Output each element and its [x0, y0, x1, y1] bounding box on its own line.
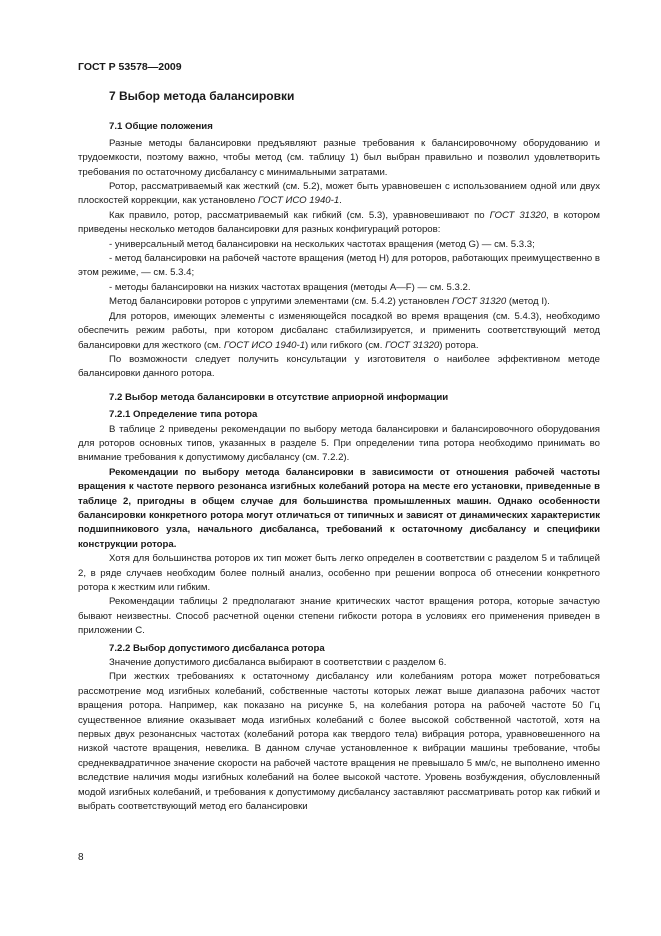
list-item: - методы балансировки на низких частотах вращения (методы А—F) — см. 5.3.2.	[109, 281, 471, 293]
paragraph	[78, 295, 600, 309]
paragraph: Значение допустимого дисбаланса выбирают в соответствии с разделом 6.	[109, 657, 447, 669]
paragraph: При жестких требованиях к остаточному дисбалансу или колебаниям ротора может потребоваться рассмотрение мод изгибных колебаний, собственные частоты которых лежат выше диапазона рабочих частот вращения ротора. Например, как показано на рисунке 5, на колебания ротора на рабочей частоте 50 Гц существенное влияние оказывает мода изгибных колебаний с более высокой собственной частотой, хотя на первых двух резонансных частотах (колебаний ротора как твердого тела) вибрация ротора, уравновешенного на низкой частоте вращения, невелика. В данном случае установленное к вибрации машины требование, чтобы среднеквадратичное значение скорости на рабочей частоте вращения не превышало 5 мм/с, не выполнено именно вследствие наличия моды изгибных колебаний на более высокой частоте. Уровень возбуждения, обусловленный модой изгибных колебаний, и требования к допустимому дисбалансу заставляют рассматривать ротор как гибкий и выбрать соответствующий метод его балансировки	[78, 671, 600, 813]
list-item: - метод балансировки на рабочей частоте вращения (метод H) для роторов, работающих преимущественно в этом режиме, — см. 5.3.4;	[78, 253, 600, 279]
section-7-2-2-title	[109, 642, 600, 656]
standard-header: ГОСТ Р 53578—2009	[78, 61, 182, 73]
standard-ref: ГОСТ 31320	[489, 209, 547, 221]
text: Ротор, рассматриваемый как жесткий (см. 5.2), может быть уравновешен с использованием одной или двух плоскостей коррекции, как установлено	[78, 181, 600, 207]
text: (метод I).	[506, 296, 550, 308]
paragraph	[78, 209, 600, 238]
paragraph-bold: Рекомендации по выбору метода балансировки в зависимости от отношения рабочей частоты вращения к частоте первого резонанса изгибных колебаний ротора на месте его установки, приведенные в таблице 2, пригодны в общем случае для большинства промышленных машин. Однако особенности балансировки конкретного ротора могут отличаться от типичных и зависят от динамических характеристик подшипникового узла, начального дисбаланса, требований к остаточному дисбалансу и специфики конструкции ротора.	[78, 466, 600, 550]
standard-ref: ГОСТ ИСО 1940-1	[223, 339, 306, 351]
paragraph	[78, 310, 600, 353]
section-7-2-title: 7.2 Выбор метода балансировки в отсутствие априорной информации	[109, 391, 449, 403]
paragraph: Рекомендации таблицы 2 предполагают знание критических частот вращения ротора, которые зачастую бывают неизвестны. Способ расчетной оценки степени гибкости ротора в условиях его применения приведен в приложении С.	[78, 596, 600, 637]
page-number: 8	[78, 852, 84, 863]
standard-ref: ГОСТ 31320	[385, 339, 440, 351]
text: Метод балансировки роторов с упругими элементами (см. 5.4.2) установлен	[109, 296, 452, 308]
paragraph: В таблице 2 приведены рекомендации по выбору метода балансировки и балансировочного оборудования для роторов основных типов, указанных в разделе 5. При определении типа ротора необходимо принимать во внимание требования к допустимому дисбалансу (см. 7.2.2).	[78, 423, 600, 464]
section-7-title: 7 Выбор метода балансировки	[109, 89, 295, 104]
text: Для роторов, имеющих элементы с изменяющейся посадкой во время вращения (см. 5.4.3), необходимо обеспечить режим работы, при котором дисбаланс стабилизируется, и применить соответствующий метод балансировки для жесткого (см.	[78, 310, 600, 351]
text: .	[339, 195, 342, 207]
paragraph: Хотя для большинства роторов их тип может быть легко определен в соответствии с разделом 5 и таблицей 2, в ряде случаев необходим более полный анализ, особенно при решении вопроса об отнесении конкретного ротора к жестким или гибким.	[78, 553, 600, 593]
list-item: - универсальный метод балансировки на нескольких частотах вращения (метод G) — см. 5.3.3;	[109, 238, 535, 250]
section-7-2-1-title	[109, 408, 600, 422]
text: , в котором приведены несколько методов балансировки для разных конфигураций роторов:	[78, 209, 600, 236]
heading-text: 7.2.2 Выбор допустимого дисбаланса ротора	[109, 642, 325, 654]
paragraph: По возможности следует получить консультации у изготовителя о наиболее эффективном методе балансировки данного ротора.	[78, 353, 600, 380]
text: ) ротора.	[439, 339, 479, 351]
text: Как правило, ротор, рассматриваемый как гибкий (см. 5.3), уравновешивают по	[109, 209, 490, 221]
standard-ref: ГОСТ 31320	[451, 296, 507, 308]
document-page	[78, 60, 600, 815]
paragraph	[78, 180, 600, 209]
standard-ref: ГОСТ ИСО 1940-1	[257, 195, 340, 207]
section-7-1-title: 7.1 Общие положения	[109, 121, 213, 133]
paragraph: Разные методы балансировки предъявляют разные требования к балансировочному оборудованию и трудоемкости, поэтому важно, чтобы метод (см. таблицу 1) был выбран правильно и позволил удовлетворить требования по остаточному дисбалансу с минимальными затратами.	[78, 137, 600, 178]
heading-text: 7.2.1 Определение типа ротора	[109, 409, 258, 421]
text: ) или гибкого (см.	[305, 339, 386, 351]
